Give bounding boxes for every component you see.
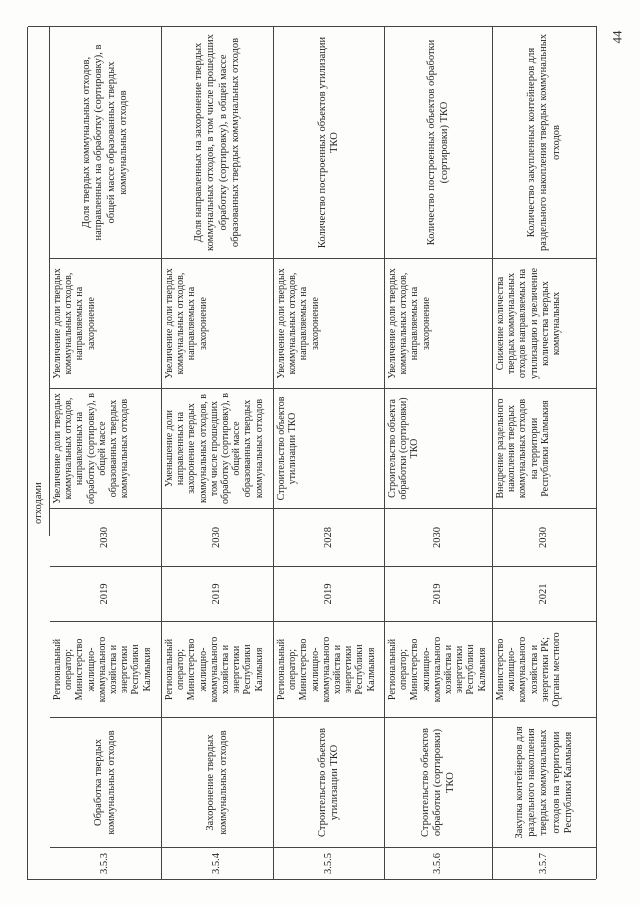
related-indicator-cell: Количество построенных объектов обработки (сортировки) ТКО [385, 26, 492, 258]
start-year-cell: 2019 [385, 566, 492, 621]
related-indicator-cell: Доля направленных на захоронение твердых коммунальных отходов, в том числе прошедших обработку (сортировку), в общей массе образованных твердых коммунальных отходов [162, 26, 273, 258]
table-continuation-header: отходами [28, 26, 50, 536]
non-implementation-consequence-cell: Увеличение доли твердых коммунальных отходов, направляемых на захоронение [50, 258, 161, 388]
start-year-cell: 2019 [274, 566, 384, 621]
event-name-cell: Строительство объектов утилизации ТКО [274, 717, 384, 847]
non-implementation-consequence-cell: Увеличение доли твердых коммунальных отходов, направляемых на захоронение [385, 258, 492, 388]
expected-result-cell: Уменьшение доли направленных на захоронение твердых коммунальных отходов, в том числе прошедших обработку (сортировку), в общей массе образованных твердых коммунальных отходов [162, 388, 273, 508]
end-year-cell: 2030 [493, 508, 596, 566]
related-indicator-cell: Доля твердых коммунальных отходов, направленных на обработку (сортировку), в общей массе образованных твердых коммунальных отходов [50, 26, 161, 258]
table-row [385, 26, 493, 879]
expected-result-cell: Строительство объектов утилизации ТКО [274, 388, 384, 508]
responsible-executors-cell: Региональный оператор; Министерство жилищно-коммунального хозяйства и энергетики Республики Калмыкия [274, 621, 384, 717]
event-name-cell: Обработка твердых коммунальных отходов [50, 717, 161, 847]
table-row [493, 26, 597, 879]
start-year-cell: 2021 [493, 566, 596, 621]
expected-result-cell: Внедрение раздельного накопления твердых коммунальных отходов на территории Республики Калмыкия [493, 388, 596, 508]
non-implementation-consequence-cell: Снижение количества твердых коммунальных отходов направляемых на утилизацию и увеличение количества твердых коммунальных [493, 258, 596, 388]
end-year-cell: 2028 [274, 508, 384, 566]
row-number-cell: 3.5.7 [493, 847, 596, 879]
table-row [162, 26, 274, 879]
start-year-cell: 2019 [162, 566, 273, 621]
event-name-cell: Строительство объектов обработки (сортировки) ТКО [385, 717, 492, 847]
rotated-table-page [27, 27, 596, 880]
event-name-cell: Закупка контейнеров для раздельного накопления твердых коммунальных отходов на территории Республики Калмыкия [493, 717, 596, 847]
measures-table [27, 27, 596, 880]
row-number-cell: 3.5.3 [50, 847, 161, 879]
expected-result-cell: Увеличение доли твердых коммунальных отходов, направленных на обработку (сортировку), в общей массе образованных твердых коммунальных отходов [50, 388, 161, 508]
responsible-executors-cell: Региональный оператор; Министерство жилищно-коммунального хозяйства и энергетики Республики Калмыкия [50, 621, 161, 717]
end-year-cell: 2030 [50, 508, 161, 566]
expected-result-cell: Строительство объекта обработки (сортировки) ТКО [385, 388, 492, 508]
end-year-cell: 2030 [385, 508, 492, 566]
non-implementation-consequence-cell: Увеличение доли твердых коммунальных отходов, направляемых на захоронение [274, 258, 384, 388]
responsible-executors-cell: Региональный оператор; Министерство жилищно-коммунального хозяйства и энергетики Республики Калмыкия [162, 621, 273, 717]
end-year-cell: 2030 [162, 508, 273, 566]
event-name-cell: Захоронение твердых коммунальных отходов [162, 717, 273, 847]
start-year-cell: 2019 [50, 566, 161, 621]
table-row [50, 26, 162, 879]
related-indicator-cell: Количество закупленных контейнеров для раздельного накопления твердых коммунальных отходов [493, 26, 596, 258]
table-row [274, 26, 385, 879]
row-number-cell: 3.5.6 [385, 847, 492, 879]
related-indicator-cell: Количество построенных объектов утилизации ТКО [274, 26, 384, 258]
responsible-executors-cell: Министерство жилищно-коммунального хозяйства и энергетики РК; Органы местного [493, 621, 596, 717]
row-number-cell: 3.5.4 [162, 847, 273, 879]
responsible-executors-cell: Региональный оператор; Министерство жилищно-коммунального хозяйства и энергетики Республики Калмыкия [385, 621, 492, 717]
page-number: 44 [609, 30, 625, 44]
non-implementation-consequence-cell: Увеличение доли твердых коммунальных отходов, направляемых на захоронение [162, 258, 273, 388]
row-number-cell: 3.5.5 [274, 847, 384, 879]
